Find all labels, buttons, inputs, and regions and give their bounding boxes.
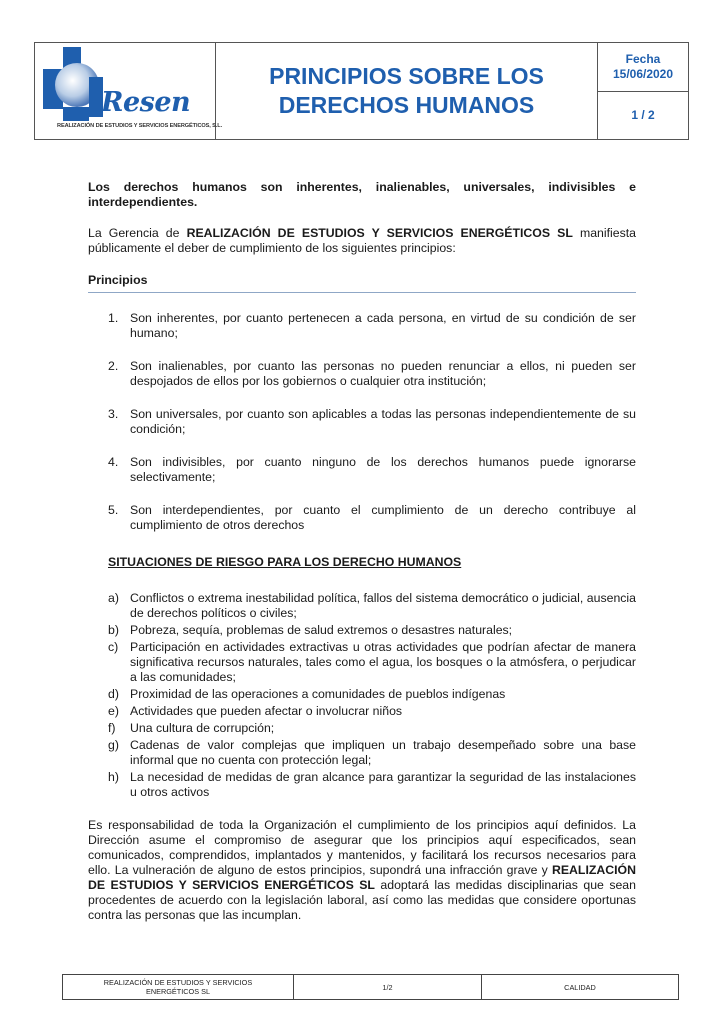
risk-letter: d) [108,687,119,701]
principle-number: 4. [108,455,119,469]
principle-item [88,455,636,485]
title-line-1: PRINCIPIOS SOBRE LOS [269,63,544,89]
risk-letter: b) [108,623,119,637]
principle-number: 5. [108,503,119,517]
date-label: Fecha [625,51,661,66]
closing-text-end: adoptará las medidas disciplinarias que sean procedentes de acuerdo con la legislación laboral, así como las medidas que considere oportunas contra las personas que las incumplan. [88,878,636,922]
principle-item [88,359,636,389]
risk-item [88,704,636,719]
footer-page: 1/2 [293,975,481,999]
management-text-start: La Gerencia de [88,226,187,240]
document-header [34,42,689,140]
risk-text: Pobreza, sequía, problemas de salud extremos o desastres naturales; [130,623,513,637]
risk-item [88,738,636,768]
principles-heading: Principios [88,273,636,293]
risk-text: Cadenas de valor complejas que impliquen un trabajo desempeñado sobre una base informal que no cuenta con protección legal; [130,738,636,767]
risk-item [88,687,636,702]
risk-text: Una cultura de corrupción; [130,721,275,735]
page-number: 1 / 2 [631,107,655,122]
risk-letter: a) [108,591,119,605]
principles-list [88,311,636,533]
management-text-end: manifiesta públicamente el deber de cumplimiento de los siguientes principios: [88,226,637,255]
risk-item [88,721,636,736]
risk-text: Actividades que pueden afectar o involucrar niños [130,704,403,718]
risk-item [88,623,636,638]
footer-department: CALIDAD [481,975,678,999]
principle-text: Son inalienables, por cuanto las personas no pueden renunciar a ellos, ni pueden ser despojados de ellos por los gobiernos o cualquier otra institución; [130,359,636,388]
date-cell [598,43,688,91]
risk-letter: e) [108,704,119,718]
principle-text: Son universales, por cuanto son aplicables a todas las personas independientemente de su condición; [130,407,636,436]
date-value: 15/06/2020 [612,66,674,81]
principle-number: 2. [108,359,119,373]
risk-situations-list [88,591,636,800]
footer-company-line-2: ENERGÉTICOS SL [145,987,211,996]
document-footer [62,974,679,1000]
risk-text: Participación en actividades extractivas u otras actividades que podrían afectar de manera significativa recursos naturales, tales como el agua, los bosques o la atmósfera, o perjudicar a las comunidades; [130,640,636,684]
risk-letter: c) [108,640,119,654]
principle-text: Son interdependientes, por cuanto el cumplimiento de un derecho contribuye al cumplimiento de otros derechos [130,503,636,532]
risk-item [88,591,636,621]
risk-letter: h) [108,770,119,784]
logo-subtitle: REALIZACIÓN DE ESTUDIOS Y SERVICIOS ENERGÉTICOS, S.L. [57,123,223,129]
footer-company [63,975,293,999]
header-meta [598,43,688,139]
closing-paragraph [88,818,636,923]
principle-number: 1. [108,311,119,325]
title-line-2: DERECHOS HUMANOS [278,92,535,118]
closing-text-start: Es responsabilidad de toda la Organización el cumplimiento de los principios aquí definidos. La Dirección asume el compromiso de asegurar que los principios aquí especificados, sean comunicados, comprendidos, implantados y mantenidos, y facilitará los recursos necesarios para ello. La vulneración de alguno de estos principios, supondrá una infracción grave y [88,818,636,877]
risk-text: La necesidad de medidas de gran alcance para garantizar la seguridad de las instalaciones u otros activos [130,770,636,799]
page-cell [598,91,688,140]
intro-paragraph: Los derechos humanos son inherentes, inalienables, universales, indivisibles e interdependientes. [88,180,636,209]
principle-item [88,407,636,437]
risk-situations-heading: SITUACIONES DE RIESGO PARA LOS DERECHO HUMANOS [108,555,462,569]
risk-letter: f) [108,721,116,735]
risk-text: Conflictos o extrema inestabilidad política, fallos del sistema democrático o judicial, ausencia de derechos políticos o civiles; [130,591,636,620]
principle-text: Son indivisibles, por cuanto ninguno de los derechos humanos puede ignorarse selectivamente; [130,455,636,484]
risk-item [88,770,636,800]
document-body [88,180,636,923]
risk-letter: g) [108,738,119,752]
logo-wordmark: Resen [101,87,191,118]
management-paragraph [88,226,636,256]
principle-number: 3. [108,407,119,421]
principle-item [88,503,636,533]
principle-item [88,311,636,341]
principle-text: Son inherentes, por cuanto pertenecen a cada persona, en virtud de su condición de ser humano; [130,311,636,340]
footer-company-line-1: REALIZACIÓN DE ESTUDIOS Y SERVICIOS [103,978,253,987]
company-logo [35,43,223,139]
risk-text: Proximidad de las operaciones a comunidades de pueblos indígenas [130,687,506,701]
closing-company-name: REALIZACIÓN DE ESTUDIOS Y SERVICIOS ENERGÉTICOS SL [88,863,636,892]
document-title [216,43,598,139]
risk-item [88,640,636,685]
company-name: REALIZACIÓN DE ESTUDIOS Y SERVICIOS ENERGÉTICOS SL [186,226,573,240]
